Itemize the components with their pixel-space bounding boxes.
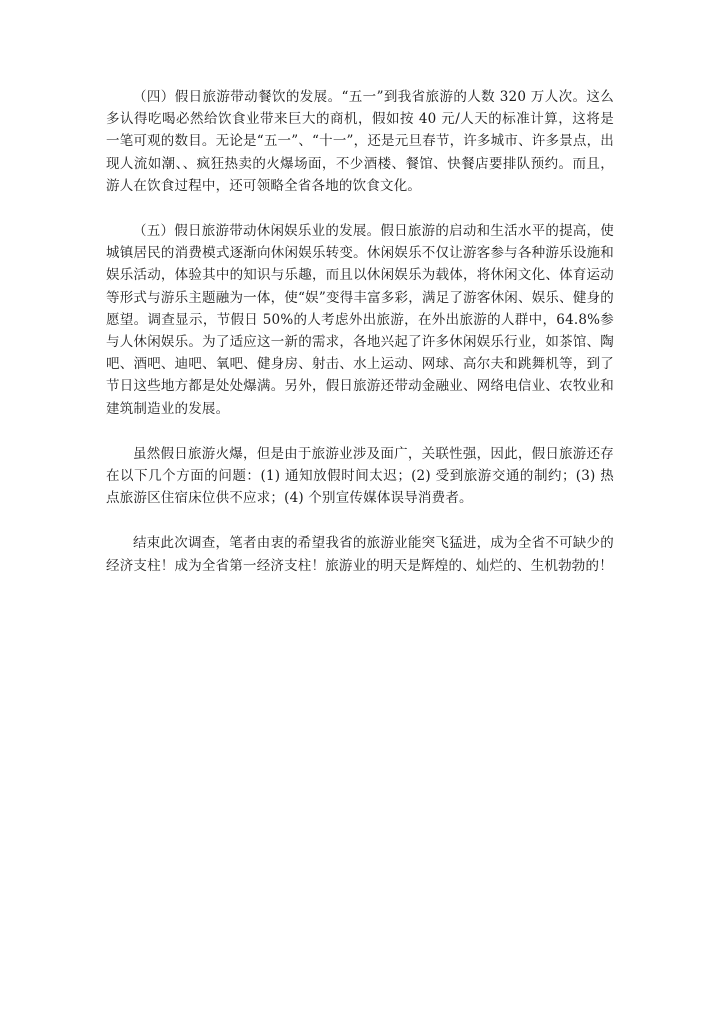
document-body xyxy=(106,86,614,600)
paragraph-leisure: （五）假日旅游带动休闲娱乐业的发展。假日旅游的启动和生活水平的提高，使城镇居民的消费模式逐渐向休闲娱乐转变。休闲娱乐不仅让游客参与各种游乐设施和娱乐活动，体验其中的知识与乐趣，而且以休闲娱乐为载体，将休闲文化、体育运动等形式与游乐主题融为一体，使“娱”变得丰富多彩，满足了游客休闲、娱乐、健身的愿望。调查显示，节假日 50%的人考虑外出旅游，在外出旅游的人群中，64.8%参与人休闲娱乐。为了适应这一新的需求，各地兴起了许多休闲娱乐行业，如茶馆、陶吧、酒吧、迪吧、氧吧、健身房、射击、水上运动、网球、高尔夫和跳舞机等，到了节日这些地方都是处处爆满。另外，假日旅游还带动金融业、网络电信业、农牧业和建筑制造业的发展。 xyxy=(106,223,614,417)
paragraph-conclusion: 结束此次调查，笔者由衷的希望我省的旅游业能突飞猛进，成为全省不可缺少的经济支柱！成为全省第一经济支柱！旅游业的明天是辉煌的、灿烂的、生机勃勃的！ xyxy=(106,535,614,574)
paragraph-catering: （四）假日旅游带动餐饮的发展。“五一”到我省旅游的人数 320 万人次。这么多认得吃喝必然给饮食业带来巨大的商机，假如按 40 元/人天的标准计算，这将是一笔可观的数目。无论是“五一”、“十一”，还是元旦春节，许多城市、许多景点，出现人流如潮、、疯狂热卖的火爆场面，不少酒楼、餐馆、快餐店要排队预约。而且，游人在饮食过程中，还可领略全省各地的饮食文化。 xyxy=(106,89,614,194)
paragraph-problems: 虽然假日旅游火爆，但是由于旅游业涉及面广，关联性强，因此，假日旅游还存在以下几个方面的问题：(1) 通知放假时间太迟；(2) 受到旅游交通的制约；(3) 热点旅游区住宿床位供不应求；(4) 个别宣传媒体误导消费者。 xyxy=(106,445,614,507)
